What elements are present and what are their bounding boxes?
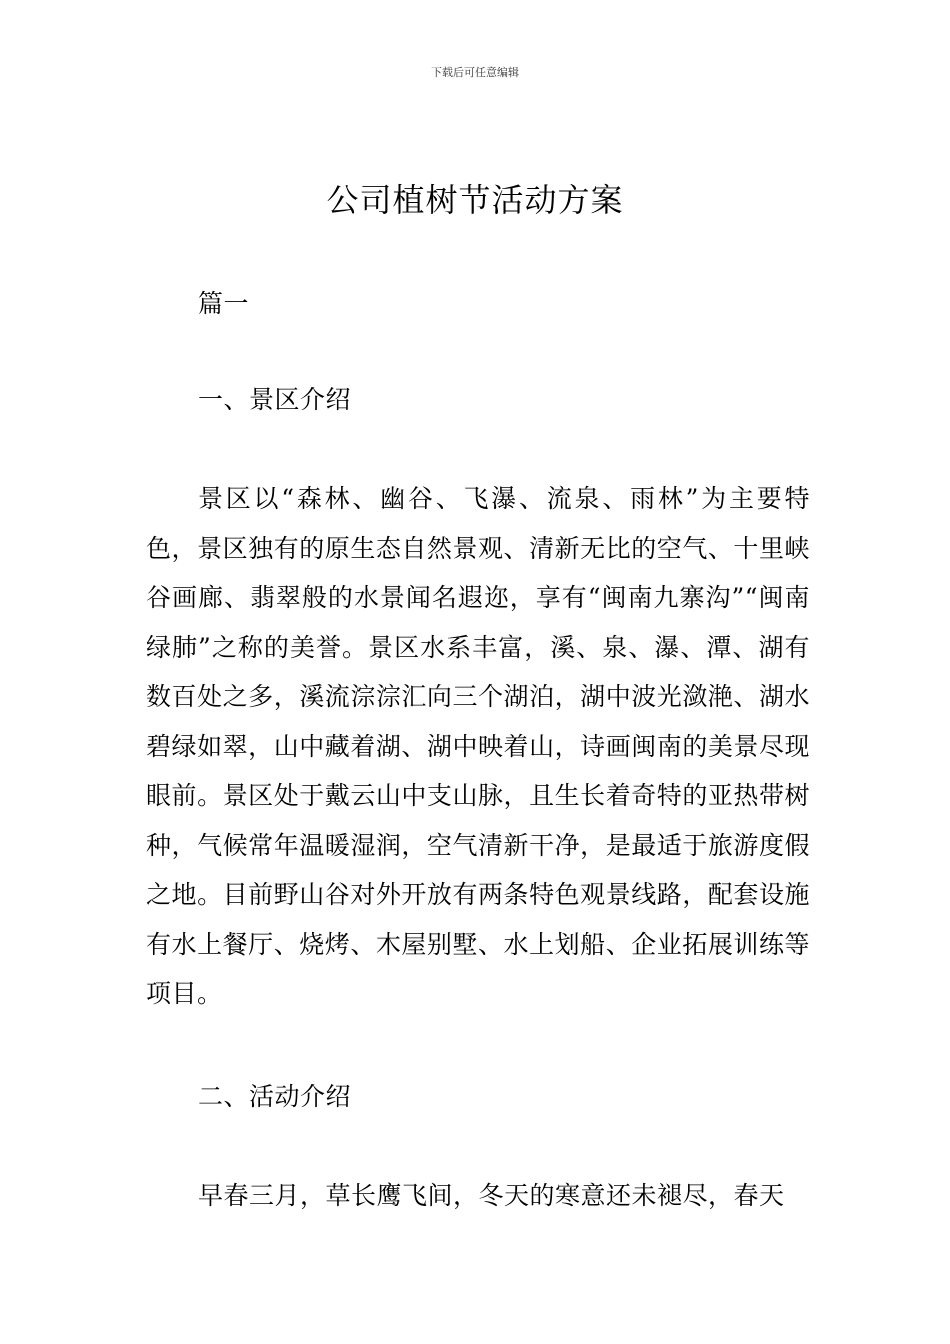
section-heading-activity-intro: 二、活动介绍: [198, 1082, 352, 1111]
part-label: 篇一: [198, 289, 250, 318]
header-note: 下载后可任意编辑: [431, 66, 519, 79]
paragraph-scenic-intro: 景区以“森林、幽谷、飞瀑、流泉、雨林”为主要特色，景区独有的原生态自然景观、清新无比的空气、十里峡谷画廊、翡翠般的水景闻名遐迩，享有“闽南九寨沟”“闽南绿肺”之称的美誉。景区水系丰富，溪、泉、瀑、潭、湖有数百处之多，溪流淙淙汇向三个湖泊，湖中波光潋滟、湖水碧绿如翠，山中藏着湖、湖中映着山，诗画闽南的美景尽现眼前。景区处于戴云山中支山脉，且生长着奇特的亚热带树种，气候常年温暖湿润，空气清新干净，是最适于旅游度假之地。目前野山谷对外开放有两条特色观景线路，配套设施有水上餐厅、烧烤、木屋别墅、水上划船、企业拓展训练等项目。: [146, 484, 810, 1008]
document-title: 公司植树节活动方案: [326, 181, 624, 219]
section-heading-scenic-intro: 一、景区介绍: [198, 385, 352, 414]
paragraph-activity-intro: 早春三月，草长鹰飞间，冬天的寒意还未褪尽，春天: [198, 1181, 785, 1210]
